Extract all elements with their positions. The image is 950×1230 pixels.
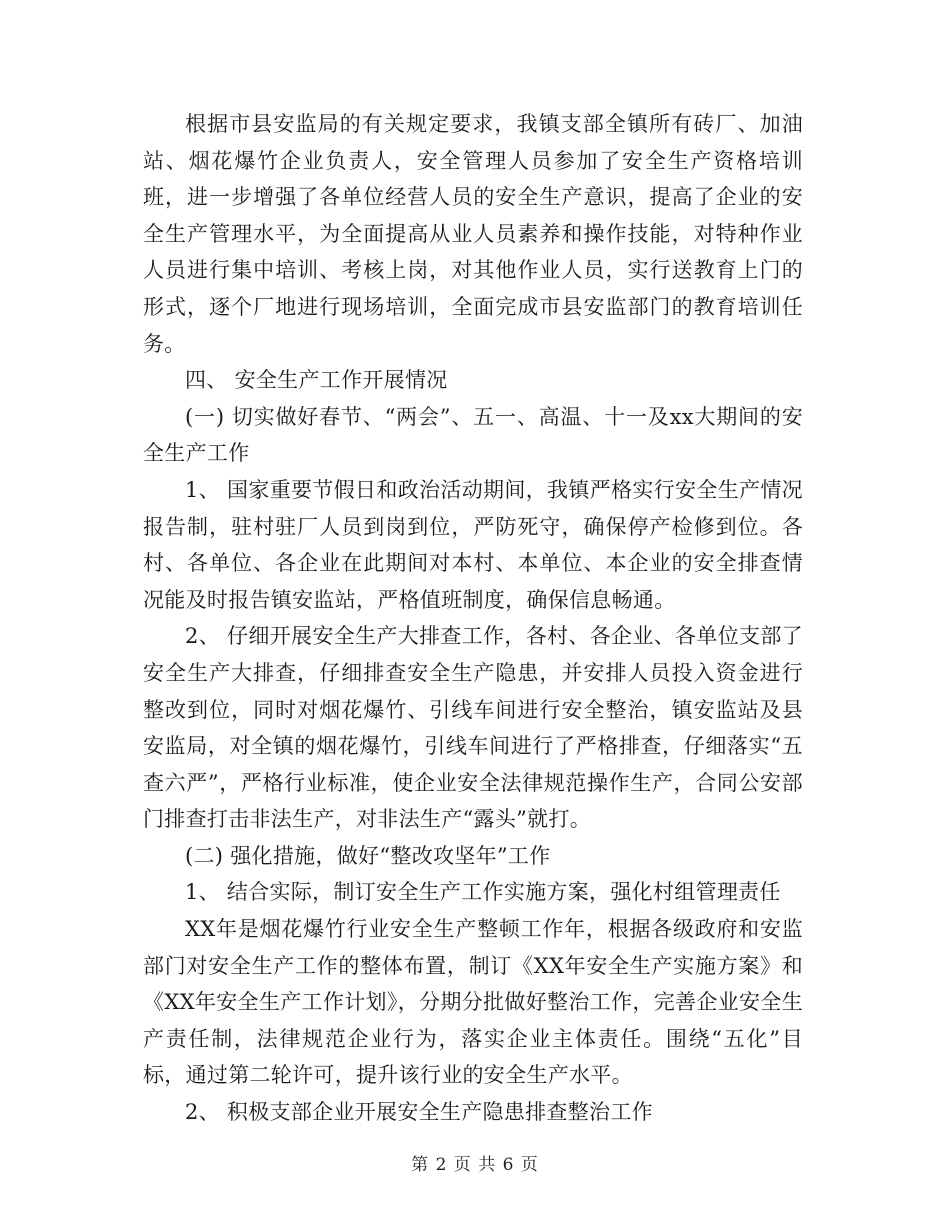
paragraph-inspection: 2、 仔细开展安全生产大排查工作，各村、各企业、各单位支部了安全生产大排查，仔细排查安全生产隐患，并安排人员投入资金进行整改到位，同时对烟花爆竹、引线车间进行安全整治，镇安监站及县安监局，对全镇的烟花爆竹，引线车间进行了严格排查，仔细落实“五查六严”，严格行业标准，使企业安全法律规范操作生产，合同公安部门排查打击非法生产，对非法生产“露头”就打。 — [143, 624, 803, 832]
page-footer: 第 2 页 共 6 页 — [411, 1155, 539, 1175]
item-heading-plan: 1、 结合实际，制订安全生产工作实施方案，强化村组管理责任 — [185, 880, 781, 905]
document-body — [143, 106, 803, 1131]
paragraph-holiday-safety: 1、 国家重要节假日和政治活动期间，我镇严格实行安全生产情况报告制，驻村驻厂人员到岗到位，严防死守，确保停产检修到位。各村、各单位、各企业在此期间对本村、本单位、本企业的安全排查情况能及时报告镇安监站，严格值班制度，确保信息畅通。 — [143, 477, 803, 612]
subsection-heading-2: (二) 强化措施，做好“整改攻坚年”工作 — [185, 843, 551, 868]
item-heading-hazard: 2、 积极支部企业开展安全生产隐患排查整治工作 — [185, 1100, 653, 1125]
subsection-heading-1: (一) 切实做好春节、“两会”、五一、高温、十一及xx大期间的安全生产工作 — [143, 404, 803, 466]
paragraph-plan: XX年是烟花爆竹行业安全生产整顿工作年，根据各级政府和安监部门对安全生产工作的整体布置，制订《XX年安全生产实施方案》和《XX年安全生产工作计划》，分期分批做好整治工作，完善企业安全生产责任制，法律规范企业行为，落实企业主体责任。围绕“五化”目标，通过第二轮许可，提升该行业的安全生产水平。 — [143, 917, 803, 1088]
section-heading-4: 四、 安全生产工作开展情况 — [185, 368, 448, 393]
paragraph-training: 根据市县安监局的有关规定要求，我镇支部全镇所有砖厂、加油站、烟花爆竹企业负责人，安全管理人员参加了安全生产资格培训班，进一步增强了各单位经营人员的安全生产意识，提高了企业的安全生产管理水平，为全面提高从业人员素养和操作技能，对特种作业人员进行集中培训、考核上岗，对其他作业人员，实行送教育上门的形式，逐个厂地进行现场培训，全面完成市县安监部门的教育培训任务。 — [143, 112, 803, 356]
